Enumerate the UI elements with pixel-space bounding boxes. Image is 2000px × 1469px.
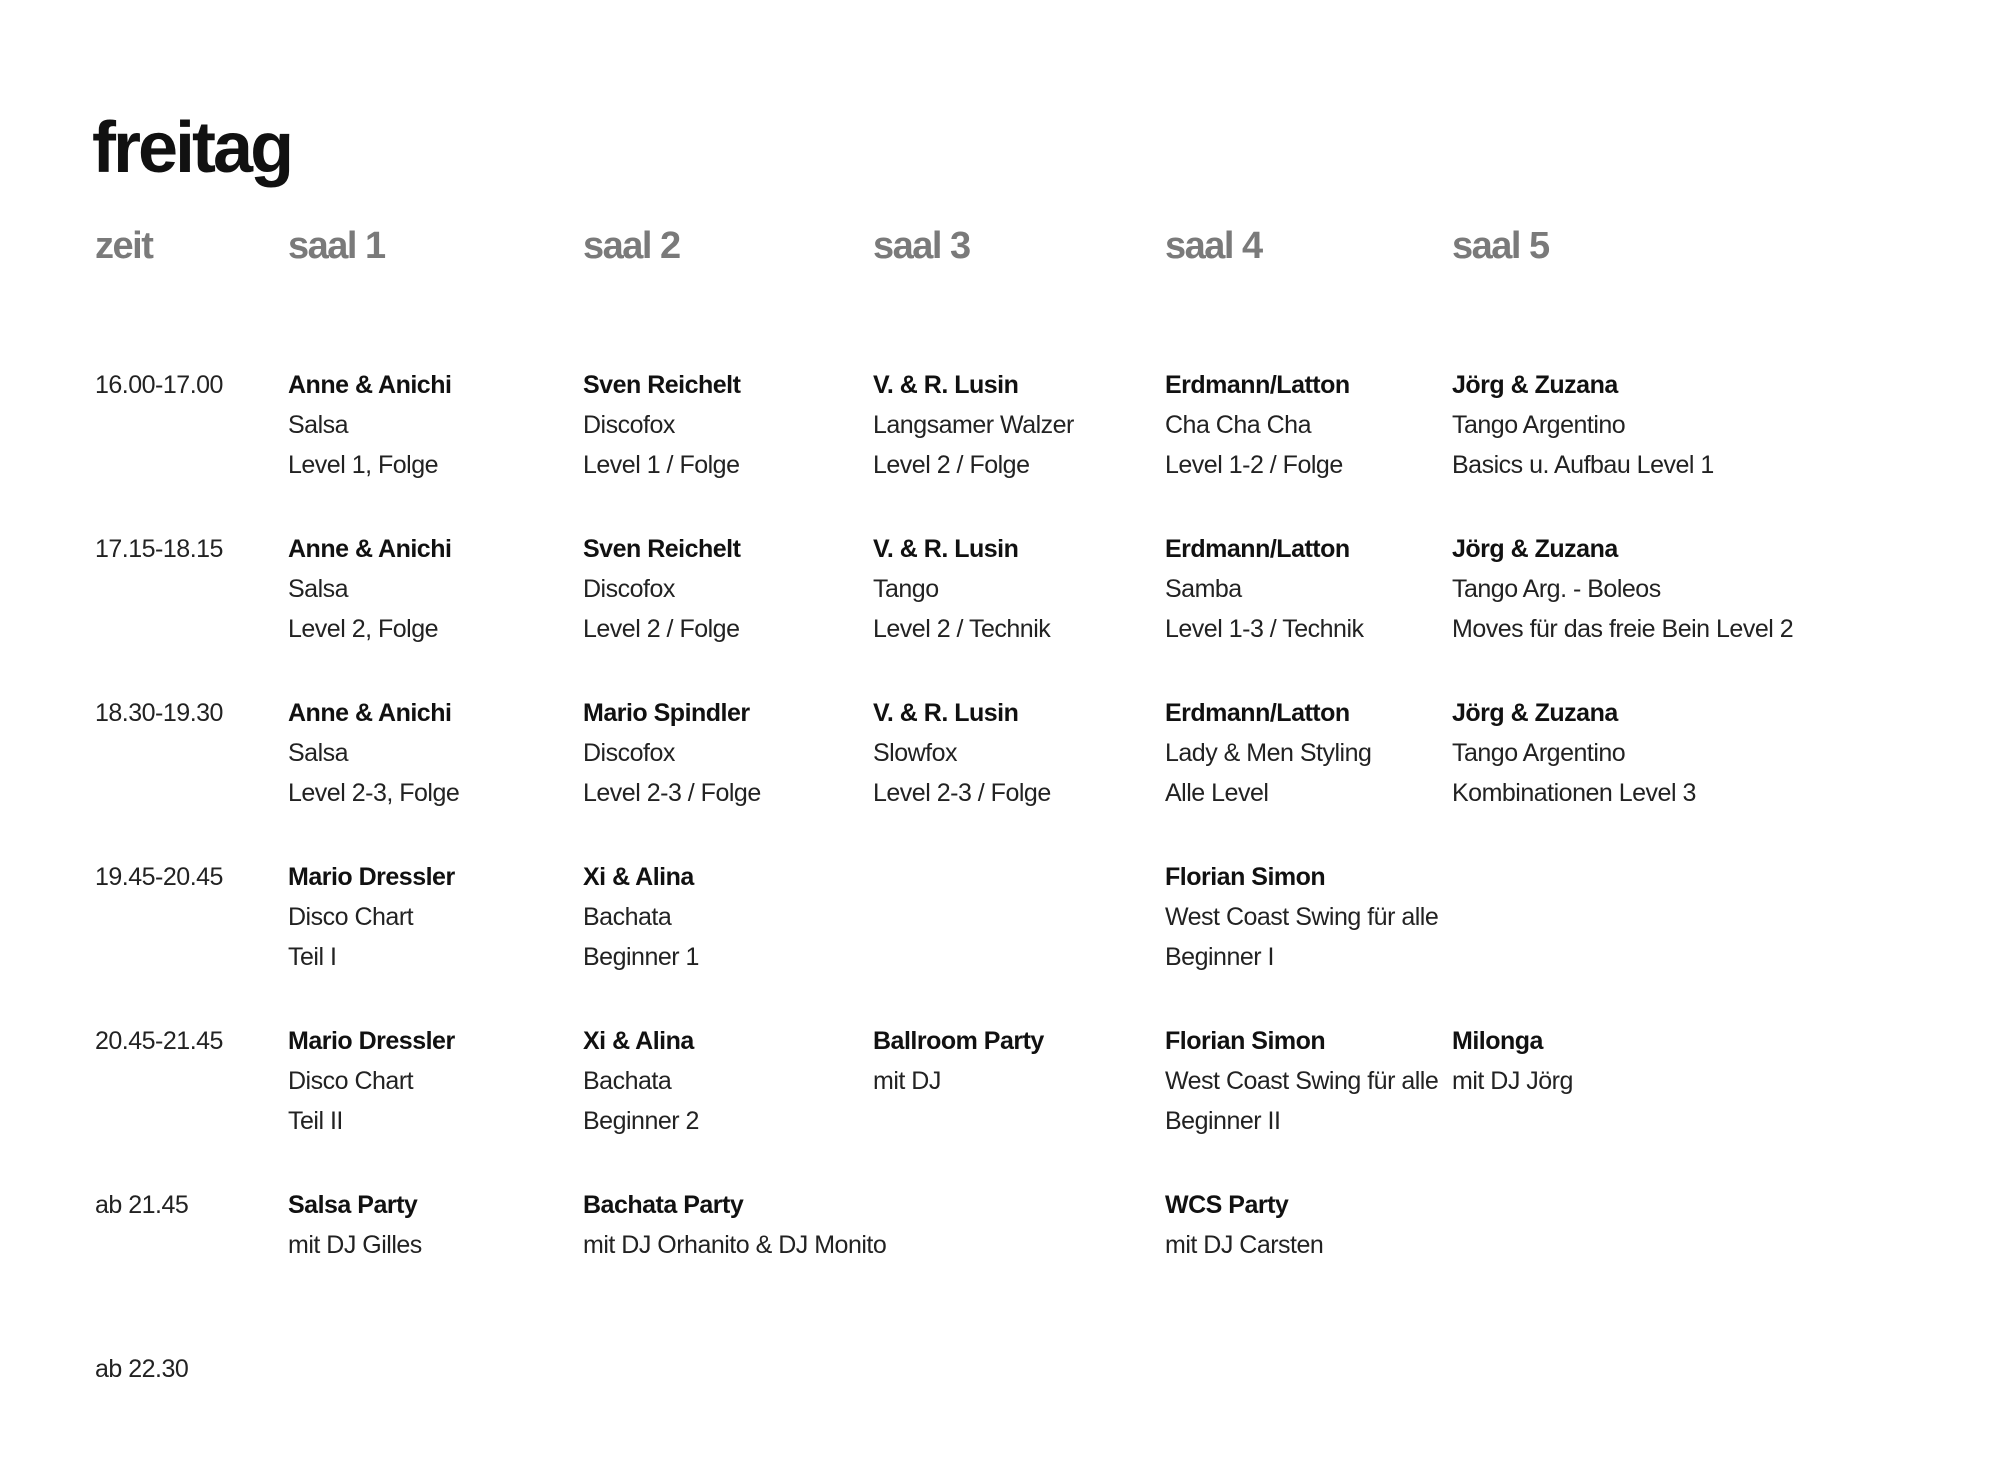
course-instructor: Sven Reichelt [583,371,741,399]
course-instructor: Mario Dressler [288,863,455,891]
course-dance: mit DJ Orhanito & DJ Monito [583,1231,887,1259]
course-instructor: Bachata Party [583,1191,744,1219]
course-level: Alle Level [1165,779,1269,807]
course-level: Level 2 / Folge [873,451,1030,479]
course-cell-saal-4 [1165,1185,1323,1265]
column-header-saal-5: saal 5 [1452,225,1549,267]
time-slot: 18.30-19.30 [95,699,223,727]
course-cell-saal-4 [1165,365,1350,485]
course-cell-saal-1 [288,1021,455,1141]
course-dance: Tango [873,575,939,603]
course-level: Level 1 / Folge [583,451,740,479]
course-level: Moves für das freie Bein Level 2 [1452,615,1794,643]
course-level: Level 2-3 / Folge [873,779,1051,807]
course-dance: mit DJ Jörg [1452,1067,1573,1095]
course-dance: Tango Argentino [1452,739,1626,767]
course-cell-saal-1 [288,1185,422,1265]
course-instructor: Florian Simon [1165,863,1326,891]
course-dance: Langsamer Walzer [873,411,1074,439]
course-instructor: Milonga [1452,1027,1543,1055]
course-level: Level 2 / Technik [873,615,1051,643]
course-dance: Cha Cha Cha [1165,411,1311,439]
course-dance: West Coast Swing für alle [1165,903,1439,931]
course-cell-saal-2 [583,1021,699,1141]
course-cell-saal-5 [1452,1021,1573,1101]
course-cell-saal-3 [873,693,1051,813]
course-level: Level 2, Folge [288,615,439,643]
course-level: Level 2-3 / Folge [583,779,761,807]
course-instructor: Xi & Alina [583,863,694,891]
page-title: freitag [92,108,292,188]
course-instructor: Erdmann/Latton [1165,699,1350,727]
column-header-zeit: zeit [95,225,153,267]
course-instructor: Xi & Alina [583,1027,694,1055]
course-dance: Disco Chart [288,1067,414,1095]
course-cell-saal-3 [873,365,1074,485]
time-slot: ab 22.30 [95,1355,189,1383]
course-level: Level 1-2 / Folge [1165,451,1343,479]
course-level: Teil I [288,943,337,971]
course-instructor: WCS Party [1165,1191,1289,1219]
course-cell-saal-4 [1165,1021,1438,1141]
course-cell-saal-2 [583,857,699,977]
course-cell-saal-5 [1452,529,1793,649]
course-instructor: V. & R. Lusin [873,371,1019,399]
course-cell-saal-2 [583,693,761,813]
course-instructor: Jörg & Zuzana [1452,535,1618,563]
course-cell-saal-2 [583,365,740,485]
column-header-saal-3: saal 3 [873,225,970,267]
course-instructor: Anne & Anichi [288,699,452,727]
course-dance: Discofox [583,575,675,603]
course-level: Beginner II [1165,1107,1281,1135]
course-cell-saal-1 [288,857,455,977]
course-level: Kombinationen Level 3 [1452,779,1696,807]
course-instructor: V. & R. Lusin [873,535,1019,563]
course-dance: Tango Arg. - Boleos [1452,575,1661,603]
course-instructor: Anne & Anichi [288,535,452,563]
course-cell-saal-1 [288,365,451,485]
course-cell-saal-4 [1165,693,1371,813]
course-dance: mit DJ Gilles [288,1231,422,1259]
course-dance: Lady & Men Styling [1165,739,1372,767]
course-instructor: Anne & Anichi [288,371,452,399]
course-dance: Bachata [583,903,672,931]
course-level: Level 1, Folge [288,451,439,479]
course-dance: Samba [1165,575,1242,603]
time-slot: 17.15-18.15 [95,535,223,563]
column-header-saal-1: saal 1 [288,225,385,267]
column-header-saal-4: saal 4 [1165,225,1262,267]
course-level: Level 2-3, Folge [288,779,460,807]
course-cell-saal-4 [1165,857,1438,977]
column-header-saal-2: saal 2 [583,225,680,267]
course-level: Teil II [288,1107,343,1135]
course-cell-saal-5 [1452,365,1714,485]
time-slot: 19.45-20.45 [95,863,223,891]
course-instructor: Erdmann/Latton [1165,371,1350,399]
course-dance: mit DJ [873,1067,941,1095]
course-instructor: V. & R. Lusin [873,699,1019,727]
course-dance: Bachata [583,1067,672,1095]
course-dance: Salsa [288,575,349,603]
time-slot: ab 21.45 [95,1191,189,1219]
course-instructor: Mario Spindler [583,699,750,727]
course-cell-saal-2 [583,1185,886,1265]
course-cell-saal-3 [873,529,1050,649]
course-cell-saal-2 [583,529,740,649]
course-level: Beginner 1 [583,943,699,971]
course-level: Level 1-3 / Technik [1165,615,1364,643]
course-level: Beginner 2 [583,1107,699,1135]
course-level: Beginner I [1165,943,1274,971]
time-slot: 16.00-17.00 [95,371,223,399]
course-cell-saal-4 [1165,529,1364,649]
course-instructor: Erdmann/Latton [1165,535,1350,563]
course-instructor: Sven Reichelt [583,535,741,563]
course-dance: West Coast Swing für alle [1165,1067,1439,1095]
course-dance: Discofox [583,739,675,767]
course-dance: Disco Chart [288,903,414,931]
course-level: Basics u. Aufbau Level 1 [1452,451,1714,479]
course-level: Level 2 / Folge [583,615,740,643]
course-cell-saal-5 [1452,693,1696,813]
time-slot: 20.45-21.45 [95,1027,223,1055]
course-dance: Salsa [288,411,349,439]
course-instructor: Salsa Party [288,1191,418,1219]
course-instructor: Jörg & Zuzana [1452,371,1618,399]
course-dance: Salsa [288,739,349,767]
course-cell-saal-1 [288,529,451,649]
course-cell-saal-1 [288,693,459,813]
course-instructor: Ballroom Party [873,1027,1044,1055]
course-instructor: Jörg & Zuzana [1452,699,1618,727]
course-dance: mit DJ Carsten [1165,1231,1324,1259]
course-dance: Discofox [583,411,675,439]
course-dance: Slowfox [873,739,958,767]
course-instructor: Florian Simon [1165,1027,1326,1055]
course-cell-saal-3 [873,1021,1044,1101]
course-dance: Tango Argentino [1452,411,1626,439]
course-instructor: Mario Dressler [288,1027,455,1055]
